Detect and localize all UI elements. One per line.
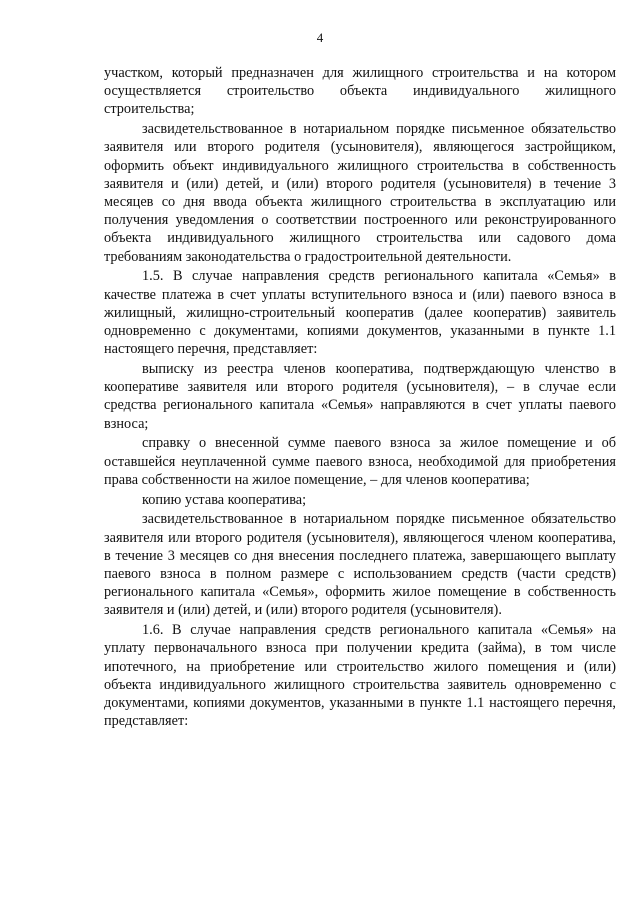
paragraph-clause-1-5: 1.5. В случае направления средств регионального капитала «Семья» в качестве платежа в счет уплаты вступительного взноса и (или) паевого взноса в жилищный, жилищно-строительный кооператив (далее кооператив) заявитель одновременно с документами, копиями документов, указанными в пункте 1.1 настоящего перечня, представляет: (104, 268, 616, 358)
page-number: 4 (316, 30, 324, 45)
paragraph-cooperative-registry-extract: выписку из реестра членов кооператива, подтверждающую членство в кооперативе заявителя или второго родителя (усыновителя), – в случае если средства регионального капитала «Семья» направляются в счет уплаты паевого взноса; (104, 361, 616, 432)
paragraph-share-contribution-certificate: справку о внесенной сумме паевого взноса за жилое помещение и об оставшейся неуплаченной сумме паевого взноса, необходимой для приобретения права собственности на жилое помещение, – для членов кооператива; (104, 435, 616, 488)
paragraph-notarial-obligation-ijs: засвидетельствованное в нотариальном порядке письменное обязательство заявителя или второго родителя (усыновителя), являющегося застройщиком, оформить объект индивидуального жилищного строительства в собственность заявителя и (или) детей, и (или) второго родителя (усыновителя) в течение 3 месяцев со дня ввода объекта жилищного строительства в эксплуатацию или получения уведомления о соответствии построенного или реконструированного объекта индивидуального жилищного строительства или садового дома требованиям законодательства о градостроительной деятельности. (104, 121, 616, 265)
paragraph-continuation: участком, который предназначен для жилищного строительства и на котором осуществляется строительство объекта индивидуального жилищного строительства; (104, 65, 616, 118)
paragraph-notarial-obligation-cooperative: засвидетельствованное в нотариальном порядке письменное обязательство заявителя или второго родителя (усыновителя), являющегося членом кооператива, в течение 3 месяцев со дня внесения последнего платежа, завершающего выплату паевого взноса в полном размере с использованием средств (части средств) регионального капитала «Семья», оформить жилое помещение в собственность заявителя и (или) детей, и (или) второго родителя (усыновителя). (104, 511, 616, 619)
paragraph-cooperative-charter-copy: копию устава кооператива; (142, 491, 307, 508)
paragraph-clause-1-6: 1.6. В случае направления средств регионального капитала «Семья» на уплату первоначального взноса при получении кредита (займа), в том числе ипотечного, на приобретение или строительство жилого помещения и (или) объекта индивидуального жилищного строительства заявитель одновременно с документами, копиями документов, указанными в пункте 1.1 настоящего перечня, представляет: (104, 622, 616, 730)
document-body (104, 64, 616, 732)
